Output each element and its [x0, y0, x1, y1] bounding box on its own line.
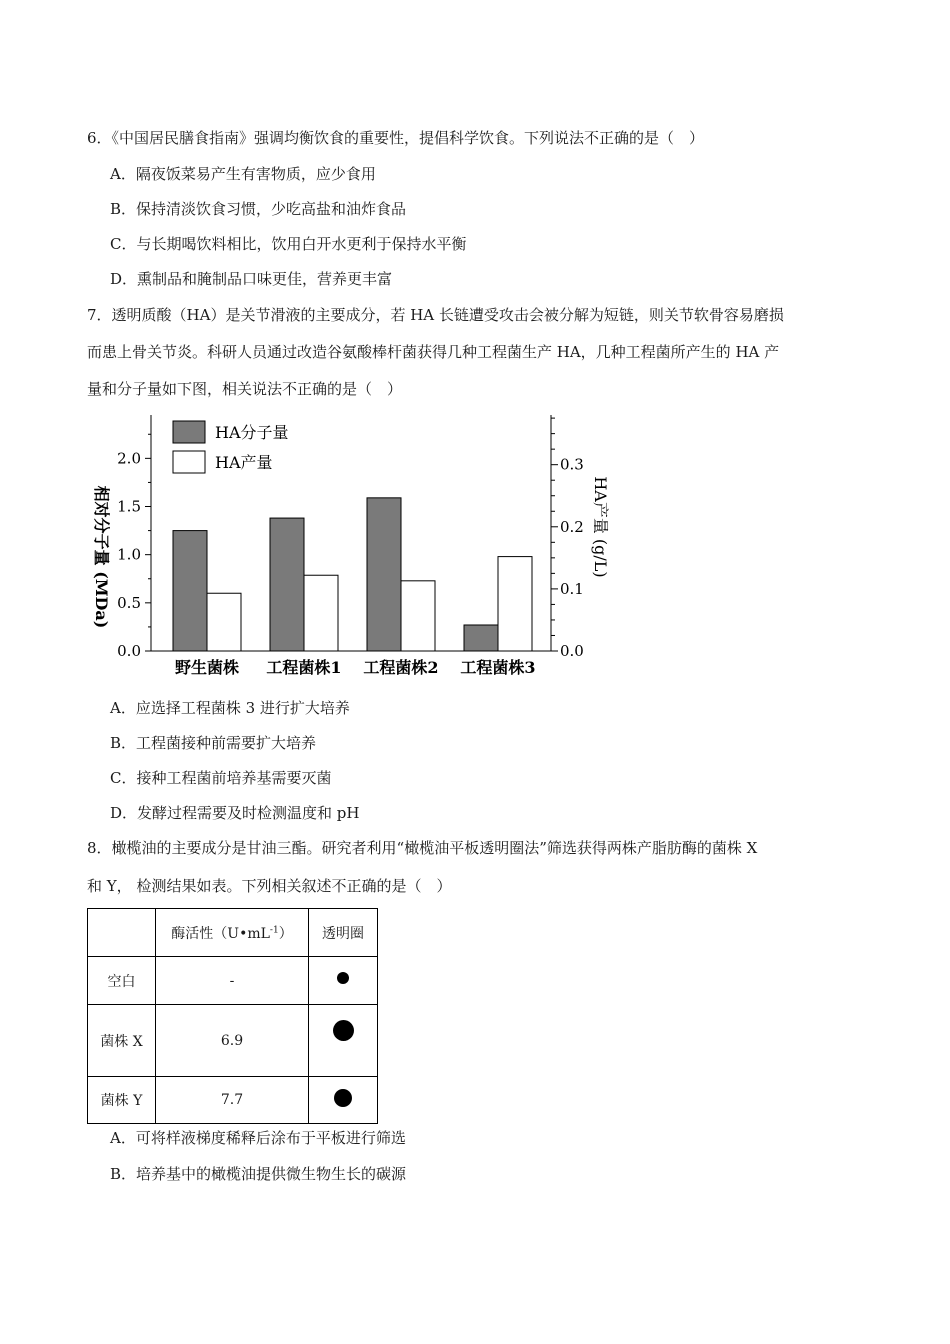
- x-tick-label: 工程菌株2: [363, 658, 439, 677]
- right-tick-label: 0.3: [560, 455, 584, 474]
- right-axis: [551, 415, 584, 660]
- right-tick-label: 0.2: [560, 517, 584, 536]
- q7-option-b: B．工程菌接种前需要扩大培养: [110, 734, 317, 752]
- table-header-activity: [156, 909, 309, 957]
- table-header-row: [88, 909, 378, 957]
- y-axis-label-left: 相对分子量 (MDa): [92, 485, 111, 629]
- legend: [173, 421, 289, 473]
- row-label: 菌株 Y: [88, 1077, 156, 1124]
- row-label: 菌株 X: [88, 1005, 156, 1077]
- row-circle: [309, 1077, 378, 1124]
- x-tick-label: 野生菌株: [174, 658, 240, 677]
- q6-option-c: C．与长期喝饮料相比，饮用白开水更利于保持水平衡: [110, 235, 467, 253]
- row-circle: [309, 957, 378, 1005]
- left-tick-label: 0.5: [117, 593, 141, 612]
- right-tick-label: 0.1: [560, 579, 584, 598]
- table-header-circle: 透明圈: [309, 909, 378, 957]
- row-activity: 6.9: [156, 1005, 309, 1077]
- q6-option-b: B．保持清淡饮食习惯，少吃高盐和油炸食品: [110, 200, 407, 218]
- row-activity: -: [156, 957, 309, 1005]
- x-tick-label: 工程菌株3: [460, 658, 536, 677]
- table-row: [88, 957, 378, 1005]
- q6-stem: 6．《中国居民膳食指南》强调均衡饮食的重要性，提倡科学饮食。下列说法不正确的是（ ）: [87, 129, 705, 147]
- left-tick-label: 2.0: [117, 449, 141, 468]
- row-activity: 7.7: [156, 1077, 309, 1124]
- bar-molecular-weight: [367, 498, 401, 651]
- legend-swatch: [173, 421, 205, 443]
- table-header-activity-sup: -1: [269, 924, 279, 935]
- bar-yield: [304, 575, 338, 651]
- bar-molecular-weight: [464, 625, 498, 651]
- ha-bar-chart: [85, 405, 625, 685]
- bar-molecular-weight: [173, 531, 207, 651]
- clear-zone-dot: [334, 1089, 352, 1107]
- clear-zone-dot: [337, 972, 349, 984]
- lipase-results-table: [87, 908, 378, 1124]
- row-label: 空白: [88, 957, 156, 1005]
- row-circle: [309, 1005, 378, 1077]
- q8-option-b: B．培养基中的橄榄油提供微生物生长的碳源: [110, 1165, 407, 1183]
- q7-stem-line-1: 7．透明质酸（HA）是关节滑液的主要成分，若 HA 长链遭受攻击会被分解为短链，则关节软骨容易磨损: [87, 306, 784, 324]
- table-row: [88, 1005, 378, 1077]
- x-tick-labels: [175, 658, 536, 677]
- q7-option-c: C．接种工程菌前培养基需要灭菌: [110, 769, 332, 787]
- q7-stem-line-3: 量和分子量如下图，相关说法不正确的是（ ）: [87, 380, 403, 398]
- bar-yield: [207, 593, 241, 651]
- bar-molecular-weight: [270, 518, 304, 651]
- legend-label: HA产量: [215, 453, 273, 472]
- q6-option-d: D．熏制品和腌制品口味更佳，营养更丰富: [110, 270, 393, 288]
- table-header-activity-close: ）: [278, 925, 293, 942]
- x-tick-label: 工程菌株1: [266, 658, 342, 677]
- q8-stem-line-1: 8．橄榄油的主要成分是甘油三酯。研究者利用“橄榄油平板透明圈法”筛选获得两株产脂肪酶的菌株 X: [87, 839, 758, 857]
- y-axis-label-right: HA产量 (g/L): [591, 476, 610, 578]
- q8-option-a: A．可将样液梯度稀释后涂布于平板进行筛选: [110, 1129, 406, 1147]
- table-header-activity-text: 酶活性（U•mL: [171, 925, 270, 942]
- bar-yield: [498, 557, 532, 651]
- q8-stem-line-2: 和 Y， 检测结果如表。下列相关叙述不正确的是（ ）: [87, 877, 452, 895]
- q7-option-d: D．发酵过程需要及时检测温度和 pH: [110, 804, 360, 822]
- bars: [151, 498, 551, 651]
- q7-option-a: A．应选择工程菌株 3 进行扩大培养: [110, 699, 350, 717]
- legend-swatch: [173, 451, 205, 473]
- right-tick-label: 0.0: [560, 642, 584, 660]
- bar-yield: [401, 581, 435, 651]
- q6-option-a: A．隔夜饭菜易产生有害物质，应少食用: [110, 165, 376, 183]
- left-tick-label: 1.5: [117, 497, 141, 516]
- left-axis: [117, 415, 151, 660]
- clear-zone-dot: [333, 1020, 354, 1041]
- legend-label: HA分子量: [215, 423, 289, 442]
- table-header-empty: [88, 909, 156, 957]
- table-row: [88, 1077, 378, 1124]
- left-tick-label: 1.0: [117, 545, 141, 564]
- q7-stem-line-2: 而患上骨关节炎。科研人员通过改造谷氨酸棒杆菌获得几种工程菌生产 HA，几种工程菌所产生的 HA 产: [87, 343, 780, 361]
- left-tick-label: 0.0: [117, 642, 141, 660]
